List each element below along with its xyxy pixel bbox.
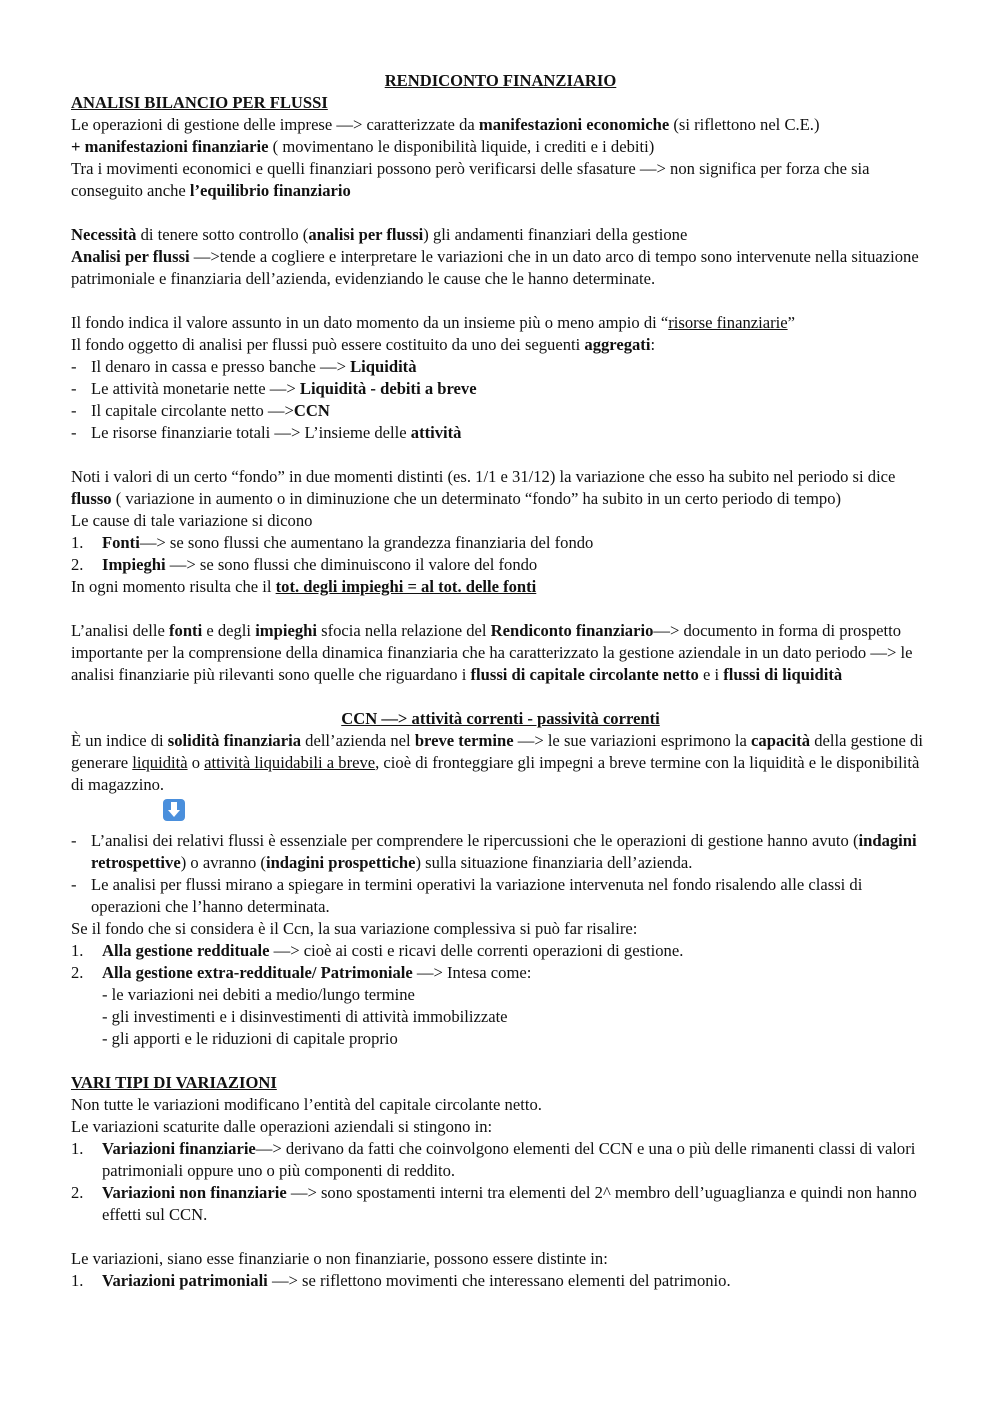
paragraph: Le variazioni scaturite dalle operazioni aziendali si stingono in: <box>71 1117 493 1136</box>
paragraph: Noti i valori di un certo “fondo” in due momenti distinti (es. 1/1 e 31/12) la variazione che esso ha subito nel periodo si dice flusso ( variazione in aumento o in diminuzione che un determinato “fondo” ha subito in un certo periodo di tempo) <box>71 467 896 508</box>
spacer <box>71 1050 930 1072</box>
list-item: - Le risorse finanziarie totali —> L’insieme delle attività <box>71 422 930 444</box>
arrow-row <box>71 796 930 830</box>
section-heading-ccn: CCN —> attività correnti - passività correnti <box>341 709 660 728</box>
list-item: 1. Alla gestione reddituale —> cioè ai costi e ricavi delle correnti operazioni di gestione. <box>71 941 684 960</box>
section-heading-variazioni: VARI TIPI DI VARIAZIONI <box>71 1073 277 1092</box>
paragraph: L’analisi delle fonti e degli impieghi sfocia nella relazione del Rendiconto finanziario—> documento in forma di prospetto importante per la comprensione della dinamica finanziaria che ha caratterizzato la gestione aziendale in un dato periodo —> le analisi finanziarie più rilevanti sono quelle che riguardano i flussi di capitale circolante netto e i flussi di liquidità <box>71 621 913 684</box>
sub-list-item: - gli apporti e le riduzioni di capitale proprio <box>102 1029 398 1048</box>
paragraph: È un indice di solidità finanziaria dell’azienda nel breve termine —> le sue variazioni esprimono la capacità della gestione di generare liquidità o attività liquidabili a breve, cioè di fronteggiare gli impegni a breve termine con la liquidità e le disponibilità di magazzino. <box>71 731 923 794</box>
spacer <box>71 686 930 708</box>
list-item: - L’analisi dei relativi flussi è essenziale per comprendere le ripercussioni che le operazioni di gestione hanno avuto (indagini retrospettive) o avranno (indagini prospettiche) sulla situazione finanziaria dell’azienda. <box>71 830 930 874</box>
paragraph: Il fondo oggetto di analisi per flussi può essere costituito da uno dei seguenti aggregati: <box>71 335 656 354</box>
spacer <box>71 598 930 620</box>
paragraph: Tra i movimenti economici e quelli finanziari possono però verificarsi delle sfasature —> non significa per forza che sia conseguito anche l’equilibrio finanziario <box>71 159 870 200</box>
paragraph: Analisi per flussi —>tende a cogliere e interpretare le variazioni che in un dato arco di tempo sono intervenute nella situazione patrimoniale e finanziaria dell’azienda, evidenziando le cause che le hanno determinate. <box>71 247 919 288</box>
aggregati-list <box>71 356 930 444</box>
spacer <box>71 202 930 224</box>
list-item: 2. Impieghi —> se sono flussi che diminuiscono il valore del fondo <box>71 555 538 574</box>
spacer <box>71 290 930 312</box>
down-arrow-icon <box>163 799 185 821</box>
spacer <box>71 1226 930 1248</box>
sub-list-item: - gli investimenti e i disinvestimenti di attività immobilizzate <box>102 1007 508 1026</box>
gestione-list <box>71 940 930 984</box>
ccn-bullets <box>71 830 930 918</box>
paragraph: Se il fondo che si considera è il Ccn, la sua variazione complessiva si può far risalire: <box>71 919 638 938</box>
sub-list-item: - le variazioni nei debiti a medio/lungo termine <box>102 985 415 1004</box>
list-item: 2. Alla gestione extra-reddituale/ Patrimoniale —> Intesa come: <box>71 963 532 982</box>
list-item: - Le analisi per flussi mirano a spiegare in termini operativi la variazione intervenuta nel fondo risalendo alle classi di operazioni che l’hanno determinata. <box>71 874 930 918</box>
variazioni-list <box>71 1138 930 1226</box>
list-item: 1. Fonti—> se sono flussi che aumentano la grandezza finanziaria del fondo <box>71 533 594 552</box>
list-item: - Le attività monetarie nette —> Liquidità - debiti a breve <box>71 378 930 400</box>
list-item: 2. Variazioni non finanziarie —> sono spostamenti interni tra elementi del 2^ membro dell’uguaglianza e quindi non hanno effetti sul CCN. <box>71 1183 917 1224</box>
paragraph: Le operazioni di gestione delle imprese —> caratterizzate da manifestazioni economiche (si riflettono nel C.E.) + manifestazioni finanziarie ( movimentano le disponibilità liquide, i crediti e i debiti) <box>71 115 820 156</box>
paragraph: Le cause di tale variazione si dicono <box>71 511 313 530</box>
variazioni-list-2 <box>71 1270 930 1292</box>
paragraph: In ogni momento risulta che il tot. degli impieghi = al tot. delle fonti <box>71 577 537 596</box>
sub-list <box>71 984 930 1050</box>
list-item: - Il denaro in cassa e presso banche —> Liquidità <box>71 356 930 378</box>
section-heading-analisi: ANALISI BILANCIO PER FLUSSI <box>71 93 328 112</box>
paragraph: Le variazioni, siano esse finanziarie o non finanziarie, possono essere distinte in: <box>71 1249 608 1268</box>
spacer <box>71 444 930 466</box>
document-title: RENDICONTO FINANZIARIO <box>384 71 617 90</box>
cause-list <box>71 532 930 576</box>
list-item: 1. Variazioni finanziarie—> derivano da fatti che coinvolgono elementi del CCN e una o più delle rimanenti classi di valori patrimoniali oppure uno o più componenti di reddito. <box>71 1139 916 1180</box>
paragraph: Il fondo indica il valore assunto in un dato momento da un insieme più o meno ampio di “risorse finanziarie” <box>71 313 795 332</box>
paragraph: Non tutte le variazioni modificano l’entità del capitale circolante netto. <box>71 1095 542 1114</box>
list-item: - Il capitale circolante netto —>CCN <box>71 400 930 422</box>
paragraph: Necessità di tenere sotto controllo (analisi per flussi) gli andamenti finanziari della gestione <box>71 225 688 244</box>
list-item: 1. Variazioni patrimoniali —> se riflettono movimenti che interessano elementi del patrimonio. <box>71 1271 731 1290</box>
